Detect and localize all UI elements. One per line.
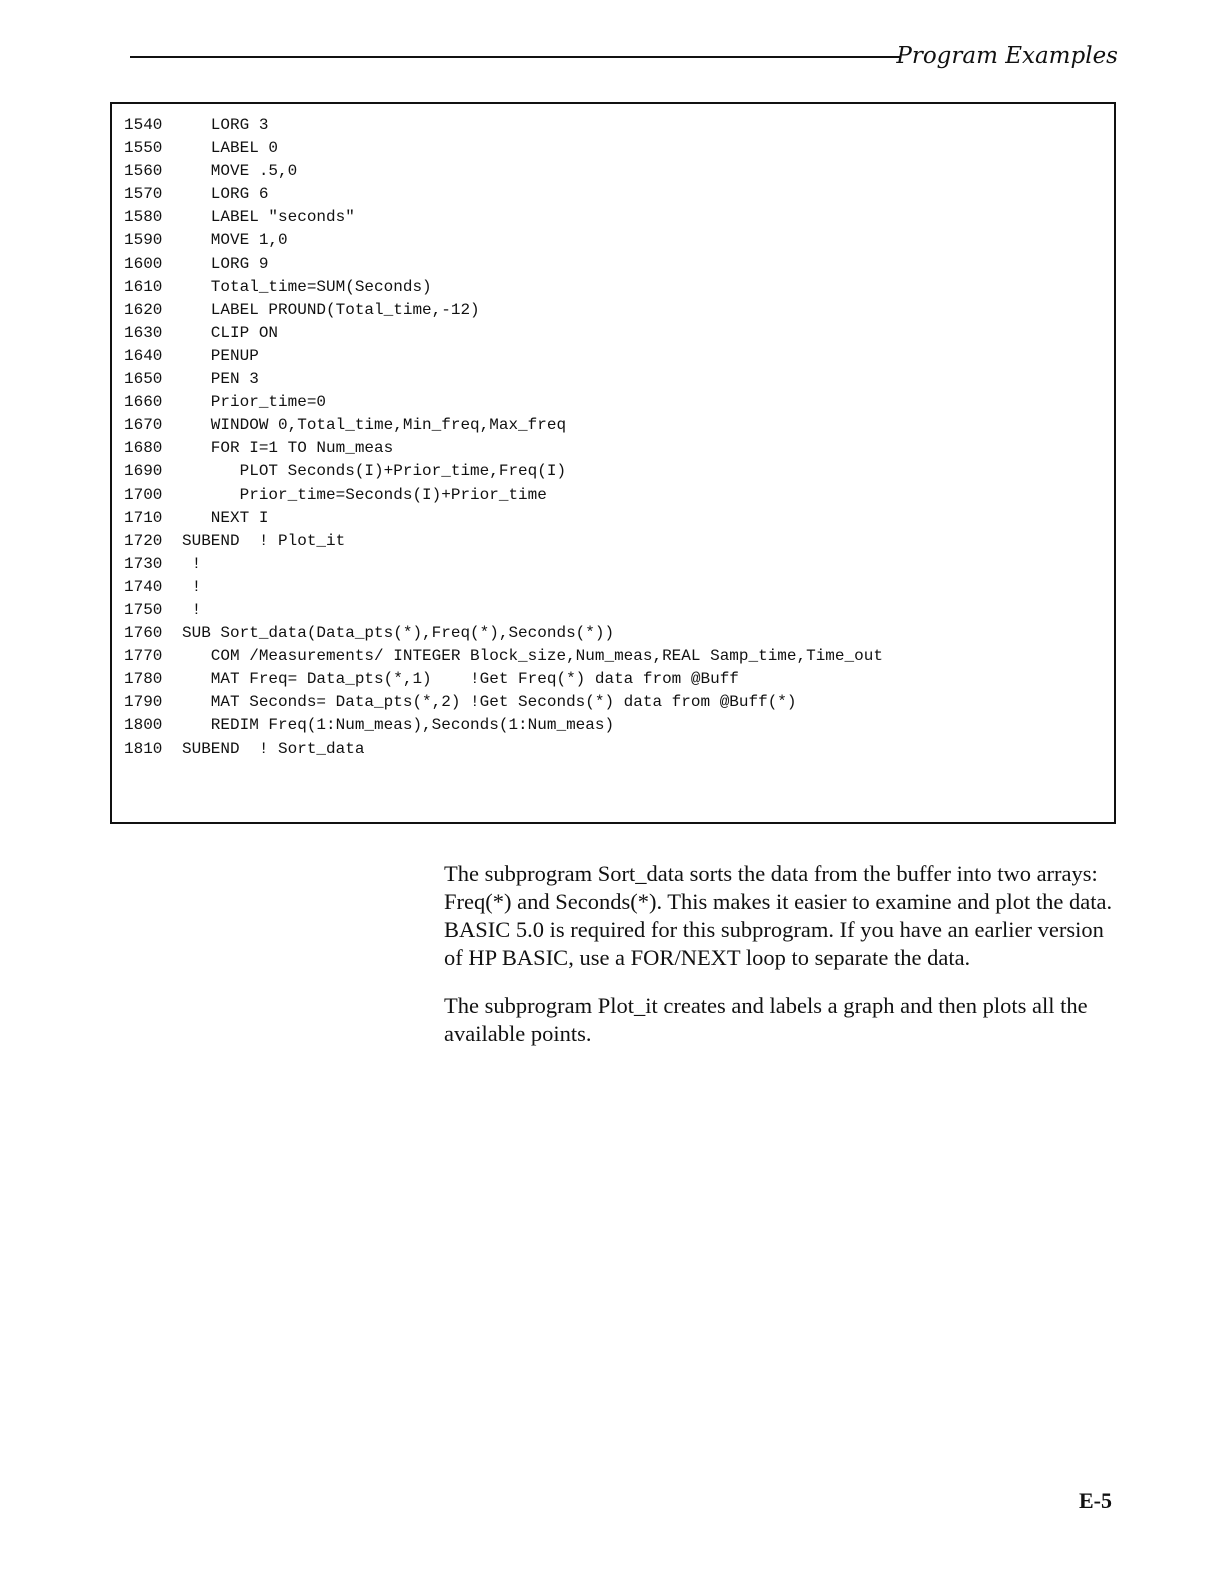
code-statement: PENUP — [182, 346, 259, 365]
code-listing — [124, 114, 883, 761]
code-statement: ! — [182, 554, 202, 573]
line-number: 1720 — [124, 531, 163, 550]
code-line — [124, 530, 883, 553]
code-statement: LABEL 0 — [182, 139, 279, 158]
code-statement: FOR I=1 TO Num_meas — [182, 439, 394, 458]
code-statement: MAT Freq= Data_pts(*,1) !Get Freq(*) data from @Buff — [182, 670, 739, 689]
line-number: 1740 — [124, 577, 163, 596]
code-statement: MOVE 1,0 — [182, 231, 288, 250]
line-number: 1580 — [124, 208, 163, 227]
code-line — [124, 622, 883, 645]
line-number: 1540 — [124, 116, 163, 134]
code-statement: ! — [182, 577, 202, 596]
line-number: 1590 — [124, 231, 163, 250]
section-title: Program Examples — [896, 43, 1118, 69]
code-statement: PLOT Seconds(I)+Prior_time,Freq(I) — [182, 462, 567, 481]
code-line — [124, 137, 883, 160]
code-statement: LORG 9 — [182, 254, 269, 273]
line-number: 1760 — [124, 624, 163, 643]
line-number: 1560 — [124, 162, 163, 181]
line-number: 1670 — [124, 416, 163, 435]
line-number: 1620 — [124, 300, 163, 319]
line-number: 1630 — [124, 323, 163, 342]
code-line — [124, 206, 883, 229]
body-text — [444, 860, 1114, 1068]
code-line — [124, 391, 883, 414]
code-line — [124, 507, 883, 530]
paragraph-sort-data: The subprogram Sort_data sorts the data from the buffer into two arrays: Freq(*) and Seconds(*). This makes it easier to examine and plot the data. BASIC 5.0 is required for this subprogram. If you have an earlier version of HP BASIC, use a FOR/NEXT loop to separate the data. — [444, 861, 1113, 970]
line-number: 1790 — [124, 693, 163, 712]
code-line — [124, 553, 883, 576]
line-number: 1600 — [124, 254, 163, 273]
line-number: 1610 — [124, 277, 163, 296]
code-listing-box — [110, 102, 1116, 824]
code-statement: WINDOW 0,Total_time,Min_freq,Max_freq — [182, 416, 567, 435]
code-statement: SUBEND ! Sort_data — [182, 739, 365, 758]
code-statement: SUB Sort_data(Data_pts(*),Freq(*),Seconds(*)) — [182, 624, 615, 643]
line-number: 1570 — [124, 185, 163, 204]
code-statement: Total_time=SUM(Seconds) — [182, 277, 432, 296]
paragraph-plot-it: The subprogram Plot_it creates and labels a graph and then plots all the available points. — [444, 993, 1088, 1046]
code-statement: LABEL PROUND(Total_time,-12) — [182, 300, 480, 319]
line-number: 1750 — [124, 600, 163, 619]
code-statement: MAT Seconds= Data_pts(*,2) !Get Seconds(*) data from @Buff(*) — [182, 693, 797, 712]
code-line — [124, 345, 883, 368]
line-number: 1650 — [124, 370, 163, 389]
line-number: 1690 — [124, 462, 163, 481]
code-line — [124, 229, 883, 252]
header-rule — [130, 56, 900, 58]
code-statement: LORG 6 — [182, 185, 269, 204]
page-number: E-5 — [1079, 1488, 1112, 1513]
code-statement: Prior_time=0 — [182, 393, 327, 412]
line-number: 1730 — [124, 554, 163, 573]
code-line — [124, 299, 883, 322]
code-line — [124, 691, 883, 714]
code-line — [124, 253, 883, 276]
line-number: 1550 — [124, 139, 163, 158]
code-statement: ! — [182, 600, 202, 619]
page-header — [130, 38, 1118, 74]
code-statement: LORG 3 — [182, 116, 269, 134]
code-statement: LABEL "seconds" — [182, 208, 355, 227]
code-line — [124, 114, 883, 137]
line-number: 1700 — [124, 485, 163, 504]
code-line — [124, 183, 883, 206]
code-statement: SUBEND ! Plot_it — [182, 531, 346, 550]
code-line — [124, 460, 883, 483]
code-line — [124, 668, 883, 691]
code-line — [124, 414, 883, 437]
code-statement: PEN 3 — [182, 370, 259, 389]
code-line — [124, 576, 883, 599]
code-statement: MOVE .5,0 — [182, 162, 298, 181]
code-line — [124, 484, 883, 507]
code-line — [124, 322, 883, 345]
line-number: 1810 — [124, 739, 163, 758]
line-number: 1800 — [124, 716, 163, 735]
line-number: 1780 — [124, 670, 163, 689]
code-line — [124, 276, 883, 299]
code-line — [124, 645, 883, 668]
code-statement: NEXT I — [182, 508, 269, 527]
code-statement: COM /Measurements/ INTEGER Block_size,Num_meas,REAL Samp_time,Time_out — [182, 647, 883, 666]
line-number: 1680 — [124, 439, 163, 458]
code-line — [124, 599, 883, 622]
code-statement: REDIM Freq(1:Num_meas),Seconds(1:Num_meas) — [182, 716, 615, 735]
code-line — [124, 368, 883, 391]
line-number: 1660 — [124, 393, 163, 412]
code-line — [124, 437, 883, 460]
code-statement: CLIP ON — [182, 323, 279, 342]
code-line — [124, 160, 883, 183]
line-number: 1770 — [124, 647, 163, 666]
line-number: 1710 — [124, 508, 163, 527]
code-statement: Prior_time=Seconds(I)+Prior_time — [182, 485, 547, 504]
code-line — [124, 714, 883, 737]
code-line — [124, 738, 883, 761]
line-number: 1640 — [124, 346, 163, 365]
